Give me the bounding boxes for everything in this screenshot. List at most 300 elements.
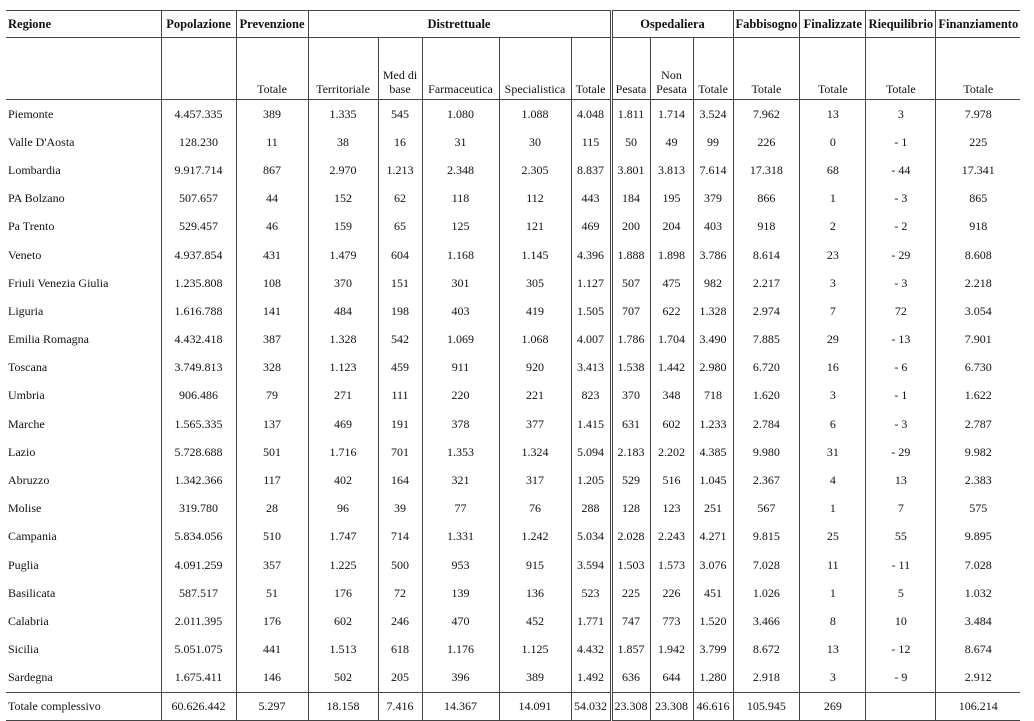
cell-riequilibrio: 10 — [866, 607, 936, 635]
table-row — [6, 354, 1020, 382]
cell-pesata: 225 — [611, 579, 650, 607]
cell-finalizzate: 3 — [800, 269, 866, 297]
cell-fabbisogno: 9.980 — [733, 438, 800, 466]
cell-farmaceutica: 470 — [422, 607, 499, 635]
cell-finalizzate: 25 — [800, 523, 866, 551]
cell-ospedaliera-totale: 1.045 — [693, 466, 733, 494]
cell-farmaceutica: 953 — [422, 551, 499, 579]
cell-distrettuale-totale: 3.594 — [577, 557, 604, 572]
cell-specialistica: 76 — [499, 495, 571, 523]
cell-regione: Lazio — [6, 438, 161, 466]
cell-popolazione: 319.780 — [161, 495, 236, 523]
cell-riequilibrio: 13 — [866, 466, 936, 494]
table-row — [6, 297, 1020, 325]
cell-riequilibrio: 72 — [866, 297, 936, 325]
cell-ospedaliera-totale: 379 — [693, 185, 733, 213]
cell-territoriale: 2.970 — [308, 156, 378, 184]
cell-non-pesata: 475 — [650, 269, 693, 297]
cell-farmaceutica: 139 — [422, 579, 499, 607]
cell-ospedaliera-totale: 403 — [693, 213, 733, 241]
cell-territoriale: 176 — [308, 579, 378, 607]
cell-prevenzione: 79 — [236, 382, 308, 410]
cell-prevenzione: 510 — [236, 523, 308, 551]
cell-popolazione: 1.675.411 — [161, 664, 236, 693]
cell-farmaceutica: 14.367 — [422, 692, 499, 720]
cell-finalizzate: 13 — [800, 636, 866, 664]
cell-finanziamento: 2.787 — [964, 416, 992, 431]
cell-finanziamento: 2.218 — [964, 275, 992, 290]
table-row — [6, 410, 1020, 438]
cell-territoriale: 1.716 — [308, 438, 378, 466]
cell-finalizzate: 16 — [800, 354, 866, 382]
cell-specialistica: 1.088 — [499, 100, 571, 129]
cell-fabbisogno: 2.217 — [733, 269, 800, 297]
cell-finanziamento: 3.484 — [964, 613, 992, 628]
cell-ospedaliera-totale: 3.799 — [693, 636, 733, 664]
cell-specialistica: 389 — [499, 664, 571, 693]
cell-regione: Lombardia — [6, 156, 161, 184]
cell-fabbisogno: 2.367 — [733, 466, 800, 494]
cell-non-pesata: 622 — [650, 297, 693, 325]
cell-distrettuale-totale: 4.048 — [577, 106, 604, 121]
cell-finanziamento: 3.054 — [964, 303, 992, 318]
table-row — [6, 523, 1020, 551]
cell-finanziamento: 7.028 — [964, 557, 992, 572]
cell-riequilibrio: - 3 — [866, 185, 936, 213]
cell-non-pesata: 1.704 — [650, 326, 693, 354]
cell-distrettuale-totale: 1.505 — [577, 303, 604, 318]
subheader-farmaceutica: Farmaceutica — [422, 38, 499, 100]
table-row — [6, 664, 1020, 693]
cell-prevenzione: 389 — [236, 100, 308, 129]
table-row — [6, 495, 1020, 523]
cell-finalizzate: 6 — [800, 410, 866, 438]
cell-territoriale: 1.225 — [308, 551, 378, 579]
cell-territoriale: 502 — [308, 664, 378, 693]
cell-distrettuale-totale: 115 — [581, 134, 600, 149]
cell-specialistica: 1.125 — [499, 636, 571, 664]
cell-prevenzione: 431 — [236, 241, 308, 269]
subheader-ospedaliera-totale: Totale — [693, 38, 733, 100]
cell-med-di-base: 459 — [378, 354, 422, 382]
cell-fabbisogno: 2.918 — [733, 664, 800, 693]
cell-riequilibrio: 55 — [866, 523, 936, 551]
table-row — [6, 636, 1020, 664]
cell-fabbisogno: 2.784 — [733, 410, 800, 438]
subheader-non-pesata-line1: Non — [661, 68, 682, 82]
table-row — [6, 241, 1020, 269]
subheader-med-di-base — [378, 38, 422, 100]
cell-farmaceutica: 125 — [422, 213, 499, 241]
subheader-finalizzate-totale: Totale — [800, 38, 866, 100]
cell-popolazione: 4.432.418 — [161, 326, 236, 354]
cell-med-di-base: 205 — [378, 664, 422, 693]
cell-med-di-base: 542 — [378, 326, 422, 354]
table-row — [6, 326, 1020, 354]
cell-fabbisogno: 226 — [733, 128, 800, 156]
header-regione: Regione — [6, 11, 161, 38]
cell-fabbisogno: 1.026 — [733, 579, 800, 607]
header-finalizzate: Finalizzate — [800, 11, 866, 38]
cell-farmaceutica: 31 — [422, 128, 499, 156]
cell-finanziamento: 575 — [969, 501, 988, 516]
cell-farmaceutica: 403 — [422, 297, 499, 325]
cell-riequilibrio: 7 — [866, 495, 936, 523]
cell-pesata: 1.811 — [611, 100, 650, 129]
cell-ospedaliera-totale: 451 — [693, 579, 733, 607]
cell-regione: Basilicata — [6, 579, 161, 607]
cell-prevenzione: 387 — [236, 326, 308, 354]
cell-farmaceutica: 378 — [422, 410, 499, 438]
cell-territoriale: 484 — [308, 297, 378, 325]
cell-fabbisogno: 918 — [733, 213, 800, 241]
cell-territoriale: 1.479 — [308, 241, 378, 269]
cell-riequilibrio: - 11 — [866, 551, 936, 579]
cell-riequilibrio: - 29 — [866, 438, 936, 466]
cell-popolazione: 906.486 — [161, 382, 236, 410]
cell-prevenzione: 357 — [236, 551, 308, 579]
cell-ospedaliera-totale: 1.233 — [693, 410, 733, 438]
subheader-territoriale: Territoriale — [308, 38, 378, 100]
cell-riequilibrio: - 9 — [866, 664, 936, 693]
cell-finanziamento: 2.383 — [964, 473, 992, 488]
cell-finalizzate: 3 — [800, 664, 866, 693]
cell-territoriale: 38 — [308, 128, 378, 156]
cell-pesata: 1.503 — [611, 551, 650, 579]
cell-finanziamento: 8.608 — [964, 247, 992, 262]
cell-finanziamento: 9.895 — [964, 529, 992, 544]
cell-fabbisogno: 7.885 — [733, 326, 800, 354]
cell-med-di-base: 618 — [378, 636, 422, 664]
cell-med-di-base: 7.416 — [378, 692, 422, 720]
cell-finalizzate: 3 — [800, 382, 866, 410]
cell-finalizzate: 4 — [800, 466, 866, 494]
cell-prevenzione: 441 — [236, 636, 308, 664]
cell-med-di-base: 62 — [378, 185, 422, 213]
cell-territoriale: 1.335 — [308, 100, 378, 129]
cell-finalizzate: 269 — [800, 692, 866, 720]
cell-finanziamento: 6.730 — [964, 360, 992, 375]
cell-distrettuale-totale: 1.415 — [577, 416, 604, 431]
cell-pesata: 128 — [611, 495, 650, 523]
cell-specialistica: 2.305 — [499, 156, 571, 184]
cell-prevenzione: 117 — [236, 466, 308, 494]
cell-finanziamento: 8.674 — [964, 642, 992, 657]
cell-distrettuale-totale: 1.127 — [577, 275, 604, 290]
cell-med-di-base: 164 — [378, 466, 422, 494]
cell-prevenzione: 51 — [236, 579, 308, 607]
cell-med-di-base: 65 — [378, 213, 422, 241]
table-row — [6, 100, 1020, 129]
cell-finanziamento: 865 — [969, 191, 988, 206]
cell-ospedaliera-totale: 2.980 — [693, 354, 733, 382]
cell-pesata: 529 — [611, 466, 650, 494]
cell-popolazione: 60.626.442 — [161, 692, 236, 720]
cell-med-di-base: 39 — [378, 495, 422, 523]
cell-territoriale: 1.123 — [308, 354, 378, 382]
cell-ospedaliera-totale: 4.271 — [693, 523, 733, 551]
subheader-regione-empty — [6, 38, 161, 100]
cell-territoriale: 152 — [308, 185, 378, 213]
cell-pesata: 1.888 — [611, 241, 650, 269]
cell-ospedaliera-totale: 46.616 — [693, 692, 733, 720]
cell-territoriale: 159 — [308, 213, 378, 241]
cell-non-pesata: 644 — [650, 664, 693, 693]
cell-finalizzate: 1 — [800, 579, 866, 607]
cell-finanziamento: 17.341 — [961, 162, 995, 177]
cell-non-pesata: 773 — [650, 607, 693, 635]
cell-farmaceutica: 1.176 — [422, 636, 499, 664]
cell-territoriale: 469 — [308, 410, 378, 438]
cell-non-pesata: 2.202 — [650, 438, 693, 466]
cell-finalizzate: 29 — [800, 326, 866, 354]
cell-non-pesata: 226 — [650, 579, 693, 607]
cell-med-di-base: 545 — [378, 100, 422, 129]
cell-distrettuale-totale: 5.034 — [577, 529, 604, 544]
subheader-med-di-line2: base — [389, 82, 411, 96]
table-row — [6, 466, 1020, 494]
cell-med-di-base: 714 — [378, 523, 422, 551]
cell-regione: Puglia — [6, 551, 161, 579]
cell-med-di-base: 151 — [378, 269, 422, 297]
cell-farmaceutica: 2.348 — [422, 156, 499, 184]
cell-pesata: 1.786 — [611, 326, 650, 354]
cell-prevenzione: 176 — [236, 607, 308, 635]
cell-farmaceutica: 1.080 — [422, 100, 499, 129]
table-row — [6, 579, 1020, 607]
cell-fabbisogno: 6.720 — [733, 354, 800, 382]
cell-prevenzione: 328 — [236, 354, 308, 382]
cell-non-pesata: 516 — [650, 466, 693, 494]
cell-ospedaliera-totale: 4.385 — [693, 438, 733, 466]
cell-popolazione: 507.657 — [161, 185, 236, 213]
cell-prevenzione: 146 — [236, 664, 308, 693]
cell-farmaceutica: 1.069 — [422, 326, 499, 354]
cell-specialistica: 136 — [499, 579, 571, 607]
cell-farmaceutica: 321 — [422, 466, 499, 494]
cell-regione: Emilia Romagna — [6, 326, 161, 354]
total-row — [6, 692, 1020, 720]
cell-distrettuale-totale: 5.094 — [577, 444, 604, 459]
cell-pesata: 507 — [611, 269, 650, 297]
subheader-pesata: Pesata — [611, 38, 650, 100]
header-finanziamento: Finanziamento — [936, 11, 1020, 38]
cell-popolazione: 2.011.395 — [161, 607, 236, 635]
subheader-riequilibrio-totale: Totale — [866, 38, 936, 100]
cell-finanziamento: 225 — [969, 134, 988, 149]
cell-fabbisogno: 8.614 — [733, 241, 800, 269]
cell-pesata: 1.538 — [611, 354, 650, 382]
cell-specialistica: 221 — [499, 382, 571, 410]
cell-regione: Piemonte — [6, 100, 161, 129]
cell-distrettuale-totale: 823 — [581, 388, 600, 403]
cell-fabbisogno: 1.620 — [733, 382, 800, 410]
header-popolazione: Popolazione — [161, 11, 236, 38]
cell-specialistica: 915 — [499, 551, 571, 579]
table-row — [6, 128, 1020, 156]
cell-finanziamento: 2.912 — [964, 670, 992, 685]
cell-farmaceutica: 911 — [422, 354, 499, 382]
cell-specialistica: 1.242 — [499, 523, 571, 551]
cell-non-pesata: 1.714 — [650, 100, 693, 129]
cell-fabbisogno: 17.318 — [733, 156, 800, 184]
cell-farmaceutica: 118 — [422, 185, 499, 213]
cell-popolazione: 4.091.259 — [161, 551, 236, 579]
header-row-groups — [6, 11, 1020, 38]
cell-regione: PA Bolzano — [6, 185, 161, 213]
cell-pesata: 370 — [611, 382, 650, 410]
cell-territoriale: 18.158 — [308, 692, 378, 720]
header-distrettuale: Distrettuale — [308, 11, 611, 38]
cell-distrettuale-totale: 8.837 — [577, 162, 604, 177]
cell-riequilibrio: - 12 — [866, 636, 936, 664]
cell-territoriale: 1.513 — [308, 636, 378, 664]
cell-farmaceutica: 77 — [422, 495, 499, 523]
cell-specialistica: 1.068 — [499, 326, 571, 354]
cell-distrettuale-totale: 288 — [581, 501, 600, 516]
cell-popolazione: 1.616.788 — [161, 297, 236, 325]
cell-territoriale: 1.747 — [308, 523, 378, 551]
cell-finalizzate: 11 — [800, 551, 866, 579]
subheader-popolazione-empty — [161, 38, 236, 100]
cell-med-di-base: 604 — [378, 241, 422, 269]
cell-popolazione: 1.565.335 — [161, 410, 236, 438]
cell-finalizzate: 23 — [800, 241, 866, 269]
cell-distrettuale-totale: 4.396 — [577, 247, 604, 262]
table-row — [6, 156, 1020, 184]
cell-prevenzione: 28 — [236, 495, 308, 523]
cell-specialistica: 305 — [499, 269, 571, 297]
cell-finanziamento: 1.622 — [964, 388, 992, 403]
cell-finanziamento: 7.901 — [964, 332, 992, 347]
cell-riequilibrio: - 6 — [866, 354, 936, 382]
cell-specialistica: 1.324 — [499, 438, 571, 466]
cell-ospedaliera-totale: 251 — [693, 495, 733, 523]
cell-non-pesata: 49 — [650, 128, 693, 156]
cell-non-pesata: 195 — [650, 185, 693, 213]
cell-ospedaliera-totale: 718 — [693, 382, 733, 410]
cell-farmaceutica: 396 — [422, 664, 499, 693]
cell-riequilibrio: - 44 — [866, 156, 936, 184]
cell-regione: Liguria — [6, 297, 161, 325]
subheader-fabbisogno-totale: Totale — [733, 38, 800, 100]
cell-territoriale: 402 — [308, 466, 378, 494]
cell-ospedaliera-totale: 7.614 — [693, 156, 733, 184]
cell-finalizzate: 1 — [800, 495, 866, 523]
cell-specialistica: 121 — [499, 213, 571, 241]
cell-fabbisogno: 7.028 — [733, 551, 800, 579]
cell-regione: Marche — [6, 410, 161, 438]
cell-non-pesata: 1.442 — [650, 354, 693, 382]
table-row — [6, 382, 1020, 410]
cell-prevenzione: 5.297 — [236, 692, 308, 720]
cell-non-pesata: 204 — [650, 213, 693, 241]
cell-riequilibrio: - 3 — [866, 410, 936, 438]
cell-pesata: 23.308 — [611, 692, 650, 720]
funding-table-sheet — [6, 10, 1020, 721]
table-row — [6, 438, 1020, 466]
cell-non-pesata: 3.813 — [650, 156, 693, 184]
cell-specialistica: 419 — [499, 297, 571, 325]
cell-distrettuale-totale: 1.492 — [577, 670, 604, 685]
cell-ospedaliera-totale: 1.520 — [693, 607, 733, 635]
subheader-prevenzione-totale: Totale — [236, 38, 308, 100]
cell-pesata: 3.801 — [611, 156, 650, 184]
cell-specialistica: 1.145 — [499, 241, 571, 269]
header-riequilibrio: Riequilibrio — [866, 11, 936, 38]
cell-ospedaliera-totale: 3.076 — [693, 551, 733, 579]
cell-specialistica: 14.091 — [499, 692, 571, 720]
cell-med-di-base: 191 — [378, 410, 422, 438]
cell-popolazione: 529.457 — [161, 213, 236, 241]
cell-distrettuale-totale: 523 — [581, 585, 600, 600]
table-body — [6, 100, 1020, 693]
cell-riequilibrio: - 1 — [866, 128, 936, 156]
cell-prevenzione: 11 — [236, 128, 308, 156]
cell-finalizzate: 0 — [800, 128, 866, 156]
cell-non-pesata: 23.308 — [650, 692, 693, 720]
cell-territoriale: 1.328 — [308, 326, 378, 354]
cell-regione: Sicilia — [6, 636, 161, 664]
cell-distrettuale-totale: 54.032 — [571, 692, 611, 720]
cell-ospedaliera-totale: 3.490 — [693, 326, 733, 354]
cell-regione: Pa Trento — [6, 213, 161, 241]
cell-popolazione: 3.749.813 — [161, 354, 236, 382]
cell-fabbisogno: 9.815 — [733, 523, 800, 551]
cell-regione: Totale complessivo — [6, 692, 161, 720]
cell-finanziamento: 1.032 — [964, 585, 992, 600]
cell-farmaceutica: 1.331 — [422, 523, 499, 551]
cell-finanziamento: 106.214 — [936, 692, 1020, 720]
cell-riequilibrio: 5 — [866, 579, 936, 607]
cell-finanziamento: 7.978 — [964, 106, 992, 121]
cell-regione: Abruzzo — [6, 466, 161, 494]
cell-distrettuale-totale: 1.771 — [577, 613, 604, 628]
cell-popolazione: 5.834.056 — [161, 523, 236, 551]
cell-prevenzione: 501 — [236, 438, 308, 466]
cell-med-di-base: 246 — [378, 607, 422, 635]
header-ospedaliera: Ospedaliera — [611, 11, 733, 38]
cell-riequilibrio: - 29 — [866, 241, 936, 269]
header-fabbisogno: Fabbisogno — [733, 11, 800, 38]
cell-distrettuale-totale: 4.007 — [577, 332, 604, 347]
cell-specialistica: 920 — [499, 354, 571, 382]
cell-ospedaliera-totale: 99 — [693, 128, 733, 156]
subheader-non-pesata — [650, 38, 693, 100]
cell-popolazione: 1.235.808 — [161, 269, 236, 297]
cell-distrettuale-totale: 3.413 — [577, 360, 604, 375]
cell-farmaceutica: 220 — [422, 382, 499, 410]
cell-popolazione: 5.051.075 — [161, 636, 236, 664]
cell-farmaceutica: 301 — [422, 269, 499, 297]
table-row — [6, 551, 1020, 579]
cell-pesata: 2.183 — [611, 438, 650, 466]
cell-farmaceutica: 1.353 — [422, 438, 499, 466]
cell-popolazione: 5.728.688 — [161, 438, 236, 466]
cell-territoriale: 370 — [308, 269, 378, 297]
cell-fabbisogno: 8.672 — [733, 636, 800, 664]
cell-finalizzate: 31 — [800, 438, 866, 466]
cell-finalizzate: 1 — [800, 185, 866, 213]
cell-regione: Friuli Venezia Giulia — [6, 269, 161, 297]
cell-fabbisogno: 3.466 — [733, 607, 800, 635]
cell-med-di-base: 16 — [378, 128, 422, 156]
cell-med-di-base: 1.213 — [378, 156, 422, 184]
cell-riequilibrio — [866, 692, 936, 720]
cell-specialistica: 452 — [499, 607, 571, 635]
cell-riequilibrio: - 13 — [866, 326, 936, 354]
cell-territoriale: 96 — [308, 495, 378, 523]
